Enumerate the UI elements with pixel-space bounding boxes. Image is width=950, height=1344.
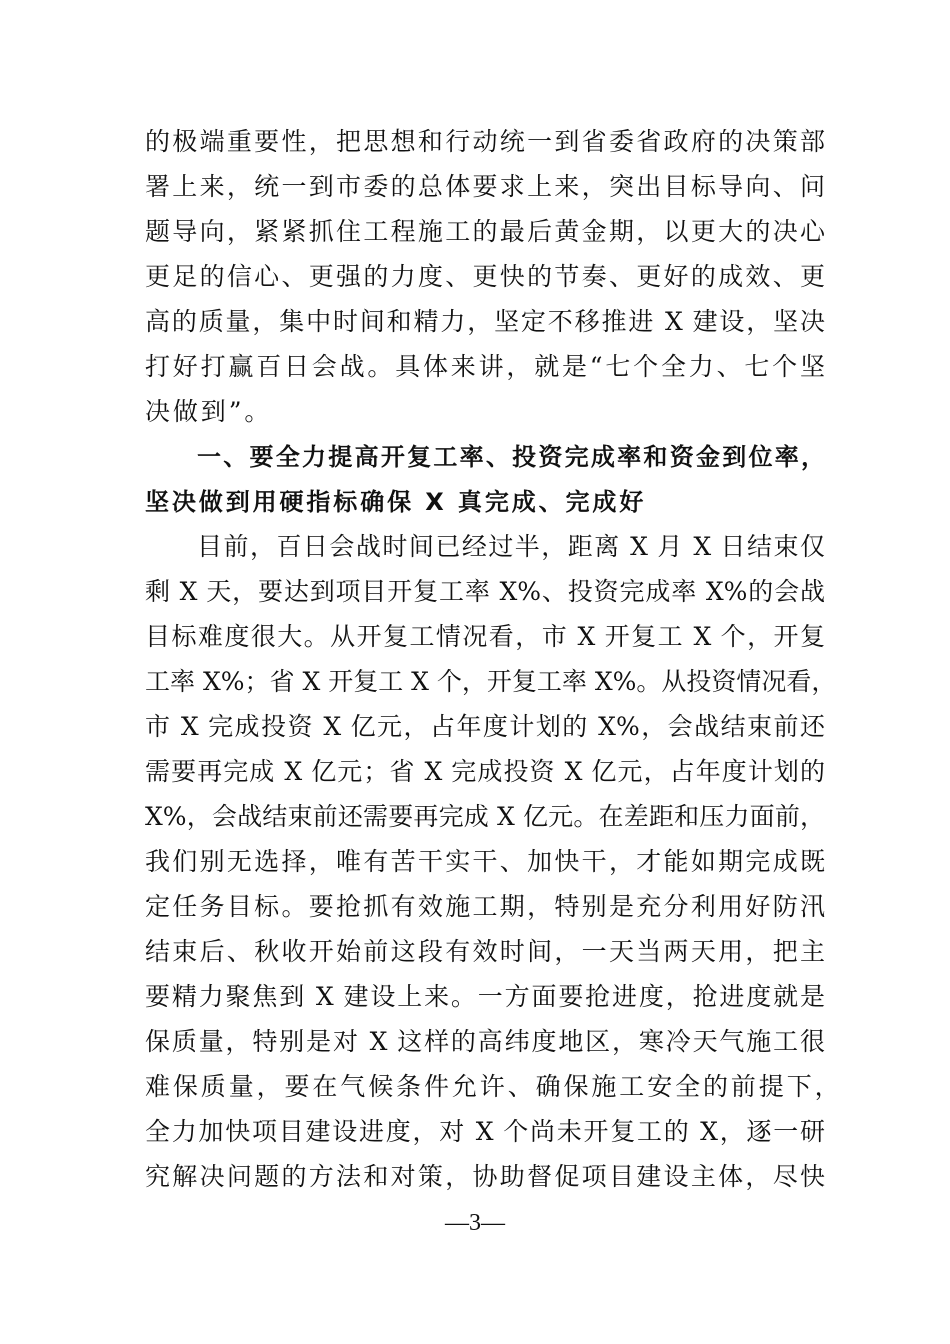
section-heading: 坚决做到用硬指标确保 X 真完成、完成好 xyxy=(145,488,647,516)
paragraph-line: 高的质量，集中时间和精力，坚定不移推进 X 建设，坚决 xyxy=(145,307,825,336)
paragraph-line: 结束后、秋收开始前这段有效时间，一天当两天用，把主 xyxy=(145,937,825,966)
paragraph-line: 工率 X%；省 X 开复工 X 个，开复工率 X%。从投资情况看， xyxy=(145,667,837,696)
paragraph-line: 全力加快项目建设进度，对 X 个尚未开复工的 X，逐一研 xyxy=(145,1117,825,1146)
paragraph-line: 更足的信心、更强的力度、更快的节奏、更好的成效、更 xyxy=(145,262,825,291)
paragraph-line: 究解决问题的方法和对策，协助督促项目建设主体，尽快 xyxy=(145,1162,825,1191)
paragraph-line: 我们别无选择，唯有苦干实干、加快干，才能如期完成既 xyxy=(145,847,825,876)
paragraph-line: 保质量，特别是对 X 这样的高纬度地区，寒冷天气施工很 xyxy=(145,1027,825,1056)
paragraph-line: 题导向，紧紧抓住工程施工的最后黄金期，以更大的决心 xyxy=(145,217,825,246)
paragraph-line: 的极端重要性，把思想和行动统一到省委省政府的决策部 xyxy=(145,127,825,156)
paragraph-line: 署上来，统一到市委的总体要求上来，突出目标导向、问 xyxy=(145,172,825,201)
paragraph-line: 目标难度很大。从开复工情况看，市 X 开复工 X 个，开复 xyxy=(145,622,825,651)
paragraph-line: 目前，百日会战时间已经过半，距离 X 月 X 日结束仅 xyxy=(197,532,825,561)
paragraph-line: 市 X 完成投资 X 亿元，占年度计划的 X%，会战结束前还 xyxy=(145,712,825,741)
paragraph-line: 要精力聚焦到 X 建设上来。一方面要抢进度，抢进度就是 xyxy=(145,982,825,1011)
section-heading: 一、要全力提高开复工率、投资完成率和资金到位率， xyxy=(197,443,825,471)
paragraph-line: 需要再完成 X 亿元；省 X 完成投资 X 亿元，占年度计划的 xyxy=(145,757,825,786)
paragraph-line: 打好打赢百日会战。具体来讲，就是“七个全力、七个坚 xyxy=(145,352,825,381)
paragraph-line: X%，会战结束前还需要再完成 X 亿元。在差距和压力面前， xyxy=(145,802,825,831)
paragraph-line: 定任务目标。要抢抓有效施工期，特别是充分利用好防汛 xyxy=(145,892,825,921)
page-number: —3— xyxy=(445,1210,505,1236)
paragraph-line: 难保质量，要在气候条件允许、确保施工安全的前提下， xyxy=(145,1072,843,1101)
paragraph-line: 决做到”。 xyxy=(145,397,273,426)
paragraph-line: 剩 X 天，要达到项目开复工率 X%、投资完成率 X%的会战 xyxy=(145,577,825,606)
